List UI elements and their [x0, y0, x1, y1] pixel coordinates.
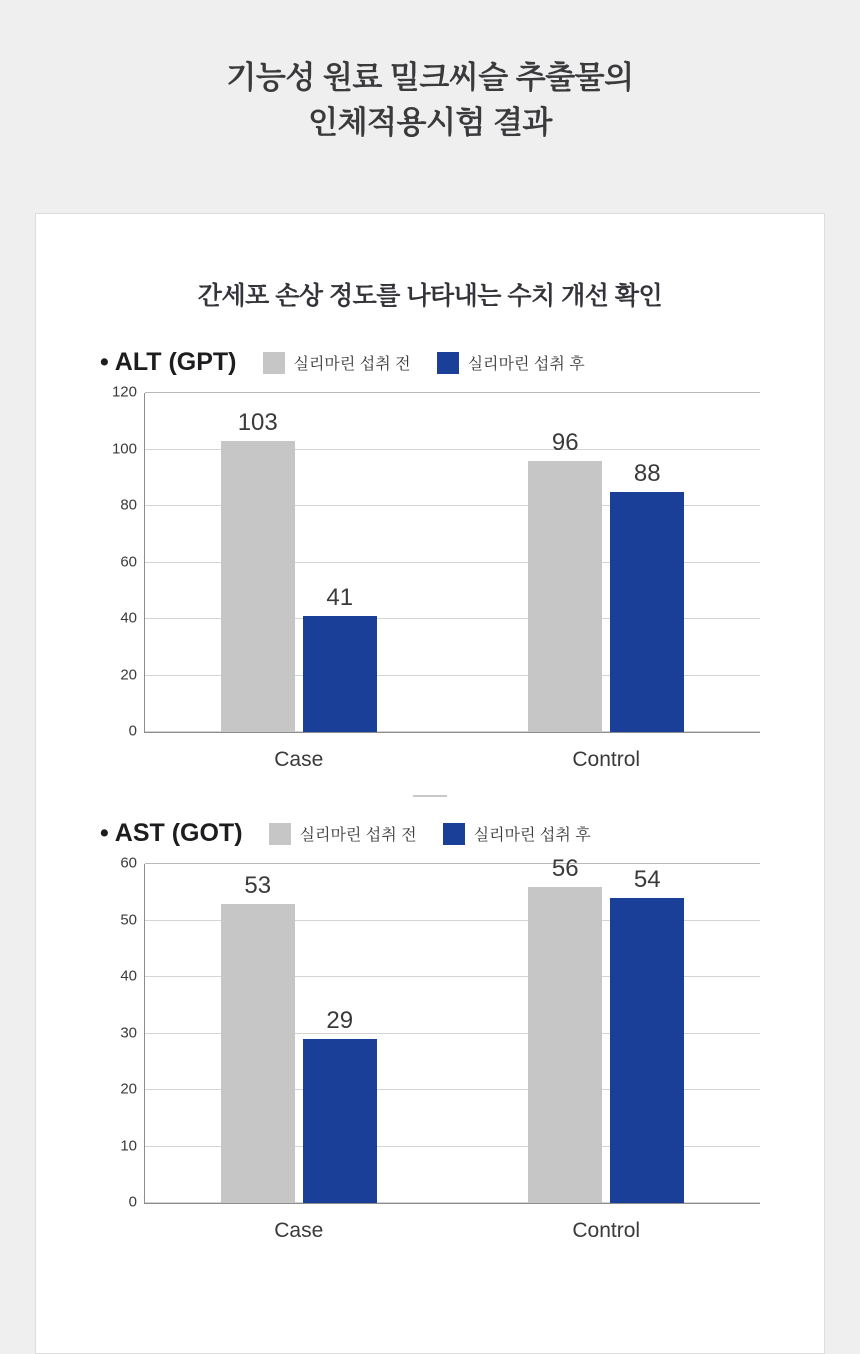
chart-ast-header [36, 819, 824, 848]
bar-control-after [610, 865, 684, 1203]
bar-case-after [303, 584, 377, 732]
legend-swatch-after-icon [443, 823, 465, 845]
legend-item-before [269, 822, 417, 845]
legend-label-before: 실리마린 섭취 전 [299, 827, 417, 844]
chart-alt-header [36, 348, 824, 377]
bar-control-before [528, 428, 602, 732]
chart-ast-got [36, 819, 824, 1242]
ytick-alt-0: 0 [128, 722, 137, 740]
bar-group-case [188, 393, 409, 771]
bar-group-control [496, 393, 717, 771]
ytick-alt-120: 120 [111, 383, 137, 401]
xlabel-control: Control [572, 1219, 641, 1242]
ytick-ast-10: 10 [120, 1137, 137, 1154]
xlabel-case: Case [274, 748, 324, 771]
ytick-alt-20: 20 [120, 666, 137, 683]
bar-label-case-before: 53 [244, 871, 272, 899]
chart-ast-title: • AST (GOT) [100, 819, 243, 847]
bar-label-control-before: 56 [551, 854, 579, 882]
legend-swatch-before-icon [269, 823, 291, 845]
bar-case-after [303, 1007, 377, 1203]
xlabel-control: Control [572, 748, 641, 771]
bar-group-case [188, 864, 409, 1242]
chart-alt-title: • ALT (GPT) [100, 348, 237, 376]
chart-alt-gpt [36, 348, 824, 797]
legend-item-after [443, 822, 591, 845]
result-card [35, 213, 825, 1354]
legend-swatch-after-icon [437, 352, 459, 374]
bar-group-control [496, 854, 717, 1242]
chart-ast-legend [269, 822, 591, 845]
bar-control-before [528, 854, 602, 1203]
bar-label-control-before: 96 [551, 428, 579, 456]
legend-label-before: 실리마린 섭취 전 [293, 356, 411, 373]
ytick-alt-100: 100 [111, 440, 137, 458]
chart-alt-legend [263, 351, 585, 374]
bar-case-before [221, 409, 295, 732]
ytick-alt-60: 60 [120, 553, 137, 570]
chart-alt-plot-area [111, 383, 760, 771]
chart-ast-plot-area [120, 854, 760, 1242]
xlabel-case: Case [274, 1219, 324, 1242]
page-title [0, 0, 860, 146]
section-divider-icon [413, 795, 447, 797]
page-title-line-2: 인체적용시험 결과 [308, 104, 552, 140]
ytick-alt-40: 40 [120, 609, 137, 627]
bar-label-control-after: 88 [633, 460, 661, 487]
legend-item-before [263, 351, 411, 374]
page-title-line-1: 기능성 원료 밀크씨슬 추출물의 [226, 60, 634, 95]
bar-control-after [610, 460, 684, 732]
bar-case-before [221, 871, 295, 1203]
bar-label-case-after: 29 [326, 1007, 354, 1035]
ytick-ast-0: 0 [128, 1193, 137, 1211]
ytick-ast-40: 40 [120, 967, 137, 985]
card-title: 간세포 손상 정도를 나타내는 수치 개선 확인 [197, 282, 663, 310]
bar-label-case-before: 103 [237, 409, 278, 437]
legend-item-after [437, 351, 585, 374]
ytick-alt-80: 80 [120, 496, 137, 514]
legend-label-after: 실리마린 섭취 후 [473, 827, 591, 844]
chart-ast-plot-wrap [100, 854, 760, 1242]
ytick-ast-50: 50 [120, 911, 137, 929]
legend-swatch-before-icon [263, 352, 285, 374]
ytick-ast-60: 60 [120, 854, 137, 872]
chart-alt-plot-wrap [100, 383, 760, 771]
legend-label-after: 실리마린 섭취 후 [467, 356, 585, 373]
bar-label-case-after: 41 [326, 584, 354, 612]
bar-label-control-after: 54 [633, 865, 661, 893]
ytick-ast-30: 30 [120, 1024, 137, 1041]
ytick-ast-20: 20 [120, 1080, 137, 1098]
